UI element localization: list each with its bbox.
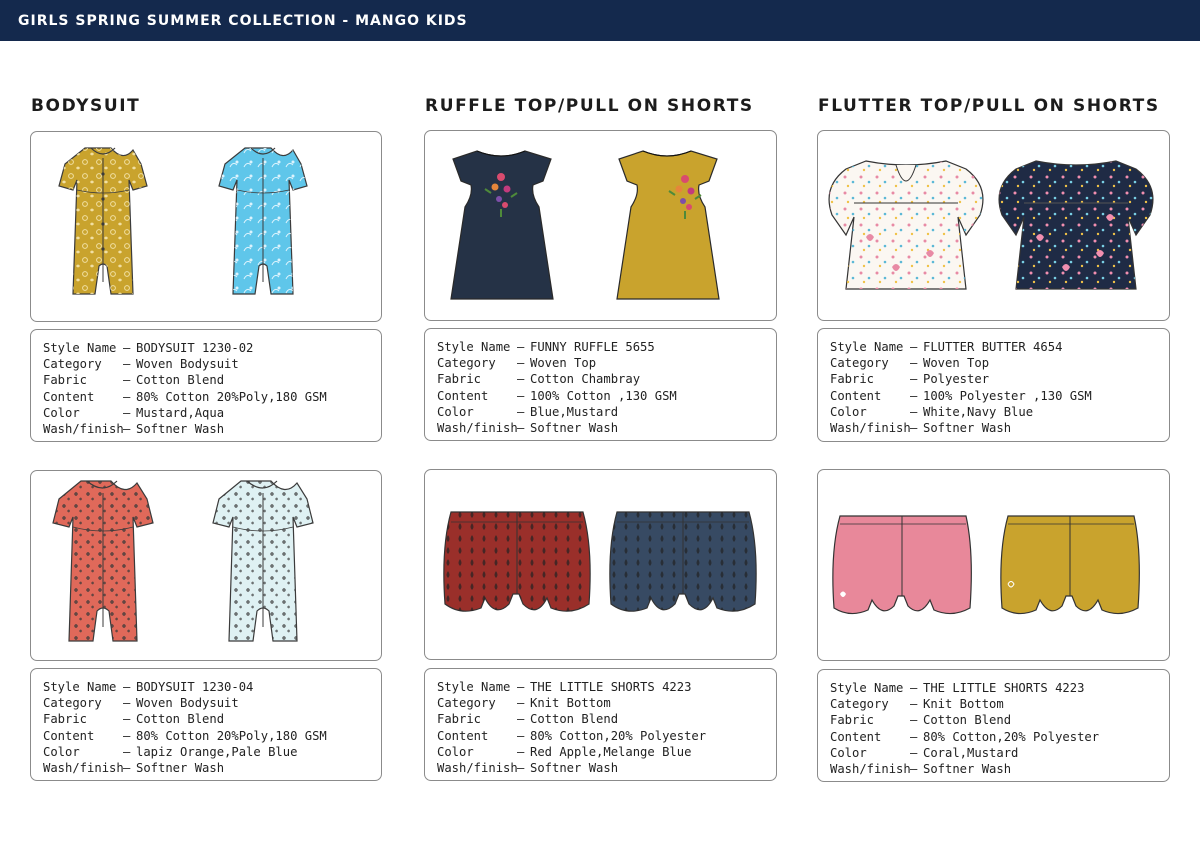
spec-row-content [830,388,1169,404]
label: Category [437,356,496,371]
bodysuit-aqua [219,148,307,294]
value-content: 100% Cotton ,130 GSM [530,388,677,403]
bodysuit-orange [53,481,153,641]
ruffle-top-navy [451,151,553,299]
spec-box-funny-ruffle-5655 [424,328,777,441]
collection-title: GIRLS SPRING SUMMER COLLECTION - MANGO KIDS [18,13,468,29]
label: Fabric [830,713,875,728]
dash: – [517,421,525,436]
card-funny-ruffle-5655 [424,130,777,321]
spec-row-content [43,728,381,744]
spec-row-content [830,729,1169,745]
value-wash: Softner Wash [530,761,619,776]
dash: – [517,404,525,419]
value-fabric: Cotton Blend [136,712,225,727]
spec-box-bodysuit-1230-04 [30,668,382,781]
label: Content [437,728,489,743]
label: Category [43,357,102,372]
value-color: Coral,Mustard [923,745,1019,760]
label: Category [437,696,496,711]
spec-row-fabric [43,711,381,727]
value-style-name: FUNNY RUFFLE 5655 [530,340,655,354]
heading-flutter-top: FLUTTER TOP/PULL ON SHORTS [818,96,1160,116]
dash: – [910,729,918,744]
label: Style Name [830,340,904,354]
value-content: 100% Polyester ,130 GSM [923,388,1092,403]
dash: – [517,356,525,371]
flutter-top-sketch [818,131,1171,322]
value-color: White,Navy Blue [923,404,1034,419]
spec-row-color [437,744,776,760]
dash: – [517,340,525,354]
spec-row-category [437,355,776,371]
dash: – [123,373,131,388]
label: Category [830,697,889,712]
spec-row-style-name [437,339,776,355]
value-color: Mustard,Aqua [136,405,225,420]
label: Category [830,356,889,371]
spec-box-flutter-butter-4654 [817,328,1170,442]
value-content: 80% Cotton,20% Polyester [530,728,707,743]
label: Wash/finish [830,762,911,777]
bodysuit-mustard [59,148,147,294]
card-little-shorts-4223-coral-mustard [817,469,1170,661]
spec-row-color [43,744,381,760]
dash: – [123,744,131,759]
spec-row-fabric [830,371,1169,387]
value-fabric: Cotton Chambray [530,372,641,387]
value-category: Woven Bodysuit [136,357,239,372]
value-content: 80% Cotton 20%Poly,180 GSM [136,728,327,743]
value-wash: Softner Wash [923,421,1012,436]
spec-row-color [437,404,776,420]
bodysuit-pale-blue [213,481,313,641]
label: Color [437,404,474,419]
shorts-mustard [1001,516,1139,614]
dash: – [123,728,131,743]
spec-box-little-shorts-4223-coral-mustard [817,669,1170,782]
label: Color [830,745,867,760]
bodysuit-sketch-mustard-aqua [31,132,383,323]
spec-box-bodysuit-1230-02 [30,329,382,442]
label: Color [43,744,80,759]
label: Fabric [437,372,482,387]
dash: – [123,696,131,711]
spec-row-fabric [437,711,776,727]
spec-row-category [43,695,381,711]
spec-row-style-name [830,339,1169,355]
spec-row-wash [43,760,381,776]
spec-box-little-shorts-4223-red-blue [424,668,777,781]
dash: – [910,762,918,777]
dash: – [517,680,525,694]
spec-row-content [437,728,776,744]
dash: – [910,697,918,712]
value-style-name: BODYSUIT 1230-02 [136,341,254,355]
spec-row-wash [437,760,776,776]
spec-row-style-name [830,680,1169,696]
value-category: Knit Bottom [923,697,1004,712]
dash: – [910,356,918,371]
value-fabric: Polyester [923,372,990,387]
spec-row-wash [437,420,776,436]
header-bar [0,0,1200,41]
label: Wash/finish [437,761,518,776]
dash: – [910,713,918,728]
value-wash: Softner Wash [136,422,225,437]
value-fabric: Cotton Blend [530,712,619,727]
spec-row-color [43,405,381,421]
label: Style Name [437,680,511,694]
shorts-coral [833,516,971,614]
label: Fabric [43,373,88,388]
value-wash: Softner Wash [136,761,225,776]
label: Fabric [43,712,88,727]
dash: – [517,761,525,776]
dash: – [517,696,525,711]
value-style-name: BODYSUIT 1230-04 [136,680,254,694]
spec-row-fabric [830,712,1169,728]
spec-row-style-name [437,679,776,695]
value-category: Knit Bottom [530,696,611,711]
heading-ruffle-top: RUFFLE TOP/PULL ON SHORTS [425,96,754,116]
dash: – [123,341,131,355]
spec-row-color [830,745,1169,761]
label: Color [437,744,474,759]
label: Content [830,388,882,403]
value-color: Red Apple,Melange Blue [530,744,692,759]
spec-row-category [43,356,381,372]
dash: – [910,404,918,419]
shorts-melange-blue [610,512,756,611]
label: Content [43,728,95,743]
dash: – [123,357,131,372]
dash: – [910,372,918,387]
flutter-top-white [829,161,983,289]
dash: – [123,680,131,694]
label: Wash/finish [830,421,911,436]
value-content: 80% Cotton 20%Poly,180 GSM [136,389,327,404]
label: Content [43,389,95,404]
value-style-name: FLUTTER BUTTER 4654 [923,340,1063,354]
spec-row-category [437,695,776,711]
dash: – [910,745,918,760]
label: Style Name [437,340,511,354]
ruffle-top-sketch [425,131,778,322]
shorts-sketch-coral-mustard [818,470,1171,662]
card-flutter-butter-4654 [817,130,1170,321]
dash: – [123,405,131,420]
card-bodysuit-1230-04 [30,470,382,661]
value-wash: Softner Wash [923,762,1012,777]
value-category: Woven Top [530,356,597,371]
dash: – [910,388,918,403]
card-little-shorts-4223-red-blue [424,469,777,660]
label: Fabric [437,712,482,727]
dash: – [517,712,525,727]
label: Content [437,388,489,403]
shorts-red-apple [444,512,590,611]
dash: – [123,712,131,727]
value-fabric: Cotton Blend [136,373,225,388]
dash: – [517,372,525,387]
spec-row-wash [830,761,1169,777]
dash: – [910,421,918,436]
dash: – [517,388,525,403]
heading-bodysuit: BODYSUIT [31,96,141,116]
dash: – [123,389,131,404]
value-style-name: THE LITTLE SHORTS 4223 [530,680,692,694]
label: Color [43,405,80,420]
spec-row-wash [43,421,381,437]
label: Style Name [830,681,904,695]
flutter-top-navy [999,161,1153,289]
dash: – [123,422,131,437]
label: Content [830,729,882,744]
dash: – [123,761,131,776]
spec-row-color [830,404,1169,420]
spec-row-style-name [43,679,381,695]
dash: – [517,728,525,743]
value-category: Woven Bodysuit [136,696,239,711]
label: Wash/finish [43,761,124,776]
label: Wash/finish [437,421,518,436]
spec-row-style-name [43,340,381,356]
spec-row-fabric [43,372,381,388]
label: Fabric [830,372,875,387]
spec-row-content [43,389,381,405]
spec-row-content [437,388,776,404]
spec-row-fabric [437,371,776,387]
value-content: 80% Cotton,20% Polyester [923,729,1100,744]
card-bodysuit-1230-02 [30,131,382,322]
shorts-sketch-red-blue [425,470,778,661]
spec-row-category [830,355,1169,371]
value-color: lapiz Orange,Pale Blue [136,744,298,759]
value-color: Blue,Mustard [530,404,619,419]
spec-row-category [830,696,1169,712]
label: Style Name [43,680,117,694]
ruffle-top-mustard [617,151,719,299]
value-style-name: THE LITTLE SHORTS 4223 [923,681,1085,695]
spec-row-wash [830,420,1169,436]
value-fabric: Cotton Blend [923,713,1012,728]
label: Category [43,696,102,711]
bodysuit-sketch-orange-paleblue [31,471,383,662]
value-wash: Softner Wash [530,421,619,436]
label: Color [830,404,867,419]
dash: – [910,681,918,695]
label: Wash/finish [43,422,124,437]
value-category: Woven Top [923,356,990,371]
dash: – [517,744,525,759]
dash: – [910,340,918,354]
label: Style Name [43,341,117,355]
